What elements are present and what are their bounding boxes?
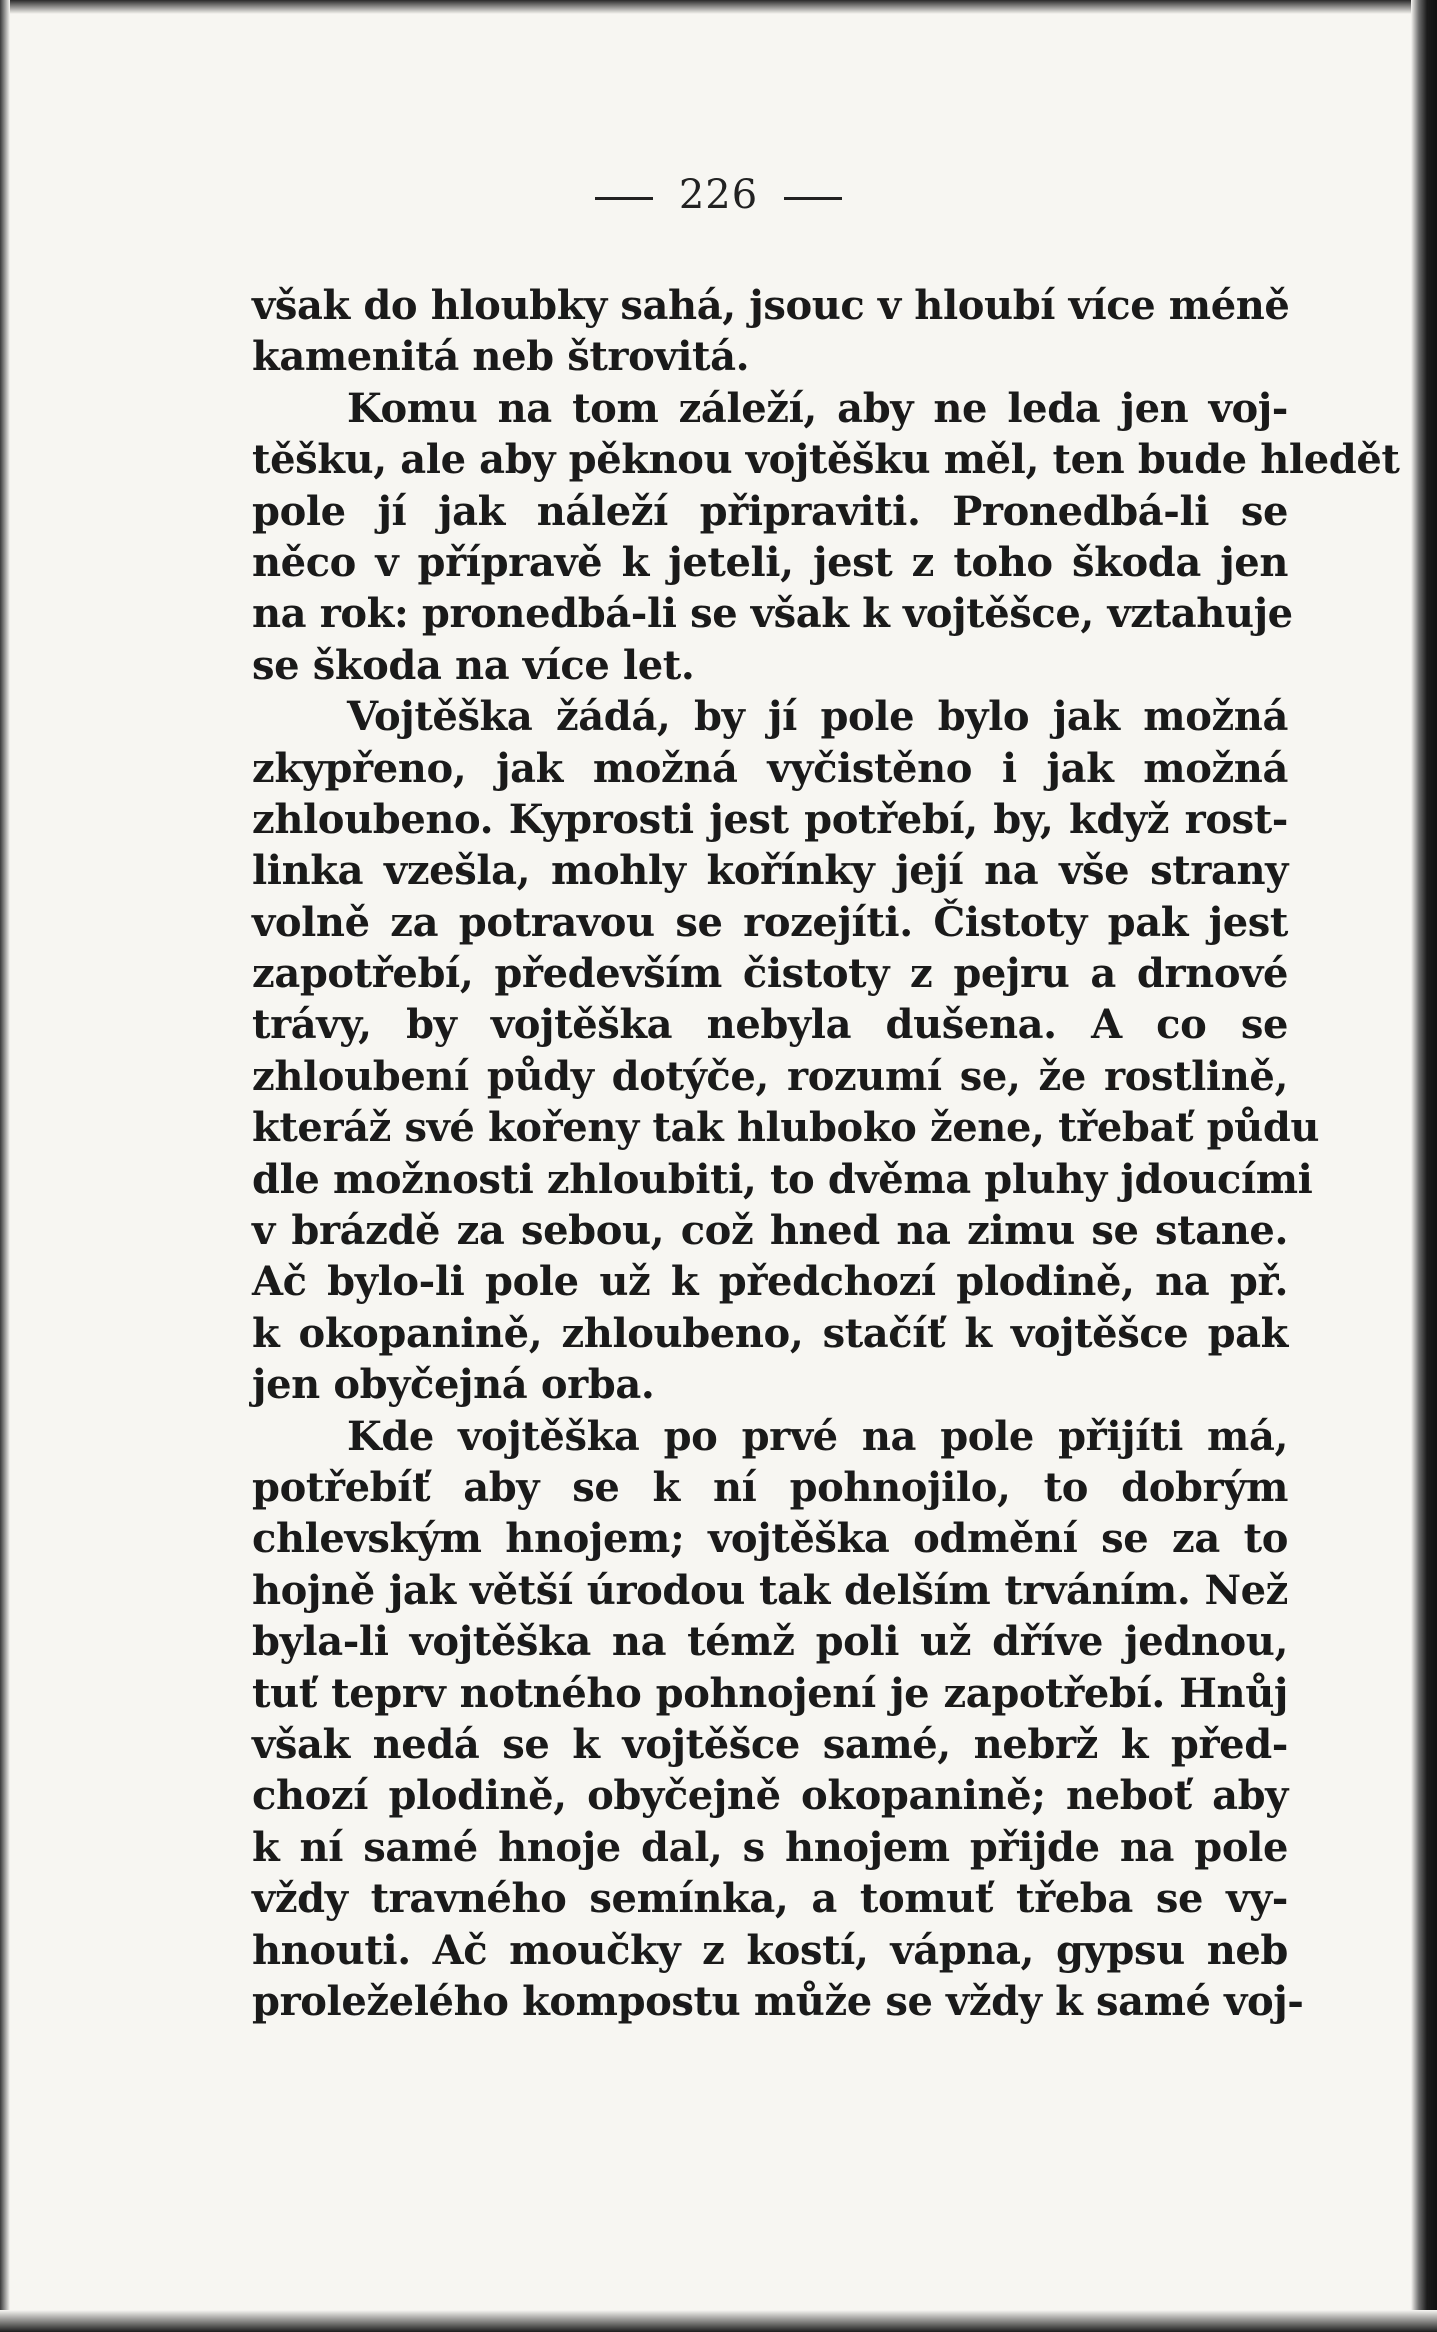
scan-edge-left [0, 0, 10, 2332]
text-line: hojně jak větší úrodou tak delším trváním. Než [252, 1566, 1288, 1614]
text-line: zapotřebí, především čistoty z pejru a drnové [252, 950, 1288, 998]
text-line: trávy, by vojtěška nebyla dušena. A co se [252, 1001, 1288, 1049]
text-line: kteráž své kořeny tak hluboko žene, třebať půdu [252, 1104, 1320, 1152]
text-line: dle možnosti zhloubiti, to dvěma pluhy jdoucími [252, 1155, 1313, 1203]
header-dash-left [595, 197, 653, 200]
text-line: tuť teprv notného pohnojení je zapotřebí. Hnůj [252, 1669, 1288, 1717]
scan-edge-bottom [0, 2310, 1437, 2332]
text-line: Ač bylo-li pole už k předchozí plodině, na př. [252, 1258, 1288, 1306]
text-line: zhloubeno. Kyprosti jest potřebí, by, když rost- [252, 795, 1288, 843]
text-line: zkypřeno, jak možná vyčistěno i jak možná [252, 744, 1288, 792]
page-number: 226 [678, 172, 759, 218]
text-line: však do hloubky sahá, jsouc v hloubí více méně [252, 282, 1290, 329]
text-line: volně za potravou se rozejíti. Čistoty pak jest [252, 898, 1288, 946]
text-line: chozí plodině, obyčejně okopanině; neboť aby [252, 1772, 1288, 1820]
text-line: kamenitá neb štrovitá. [252, 333, 750, 381]
scan-edge-right [1411, 0, 1437, 2332]
text-line: Kde vojtěška po prvé na pole přijíti má, [347, 1412, 1288, 1460]
text-line: linka vzešla, mohly kořínky její na vše strany [252, 847, 1288, 895]
text-line: Vojtěška žádá, by jí pole bylo jak možná [347, 693, 1288, 741]
text-line: se škoda na více let. [252, 641, 695, 689]
text-line: zhloubení půdy dotýče, rozumí se, že rostlině, [252, 1052, 1288, 1100]
text-line: jen obyčejná orba. [252, 1361, 655, 1409]
page-number-header [0, 172, 1437, 218]
text-line: pole jí jak náleží připraviti. Pronedbá-li se [252, 487, 1288, 535]
text-line: hnouti. Ač moučky z kostí, vápna, gypsu neb [252, 1926, 1288, 1974]
text-line: vždy travného semínka, a tomuť třeba se vy- [252, 1875, 1288, 1923]
text-line: k okopanině, zhloubeno, stačíť k vojtěšce pak [252, 1309, 1288, 1357]
text-line: na rok: pronedbá-li se však k vojtěšce, vztahuje [252, 590, 1293, 638]
body-text [252, 280, 1400, 2027]
text-line: proleželého kompostu může se vždy k samé voj- [252, 1977, 1304, 2025]
text-line: chlevským hnojem; vojtěška odmění se za to [252, 1515, 1288, 1563]
scan-edge-top [0, 0, 1437, 14]
text-line: potřebíť aby se k ní pohnojilo, to dobrým [252, 1463, 1288, 1511]
text-line: byla-li vojtěška na témž poli už dříve jednou, [252, 1618, 1288, 1666]
text-line: však nedá se k vojtěšce samé, nebrž k před- [252, 1720, 1288, 1768]
text-line: k ní samé hnoje dal, s hnojem přijde na pole [252, 1823, 1288, 1871]
text-line: těšku, ale aby pěknou vojtěšku měl, ten bude hledět [252, 436, 1400, 484]
text-line: v brázdě za sebou, což hned na zimu se stane. [252, 1207, 1288, 1255]
text-line: Komu na tom záleží, aby ne leda jen voj- [347, 384, 1288, 432]
header-dash-right [784, 197, 842, 200]
text-line: něco v přípravě k jeteli, jest z toho škoda jen [252, 538, 1288, 586]
